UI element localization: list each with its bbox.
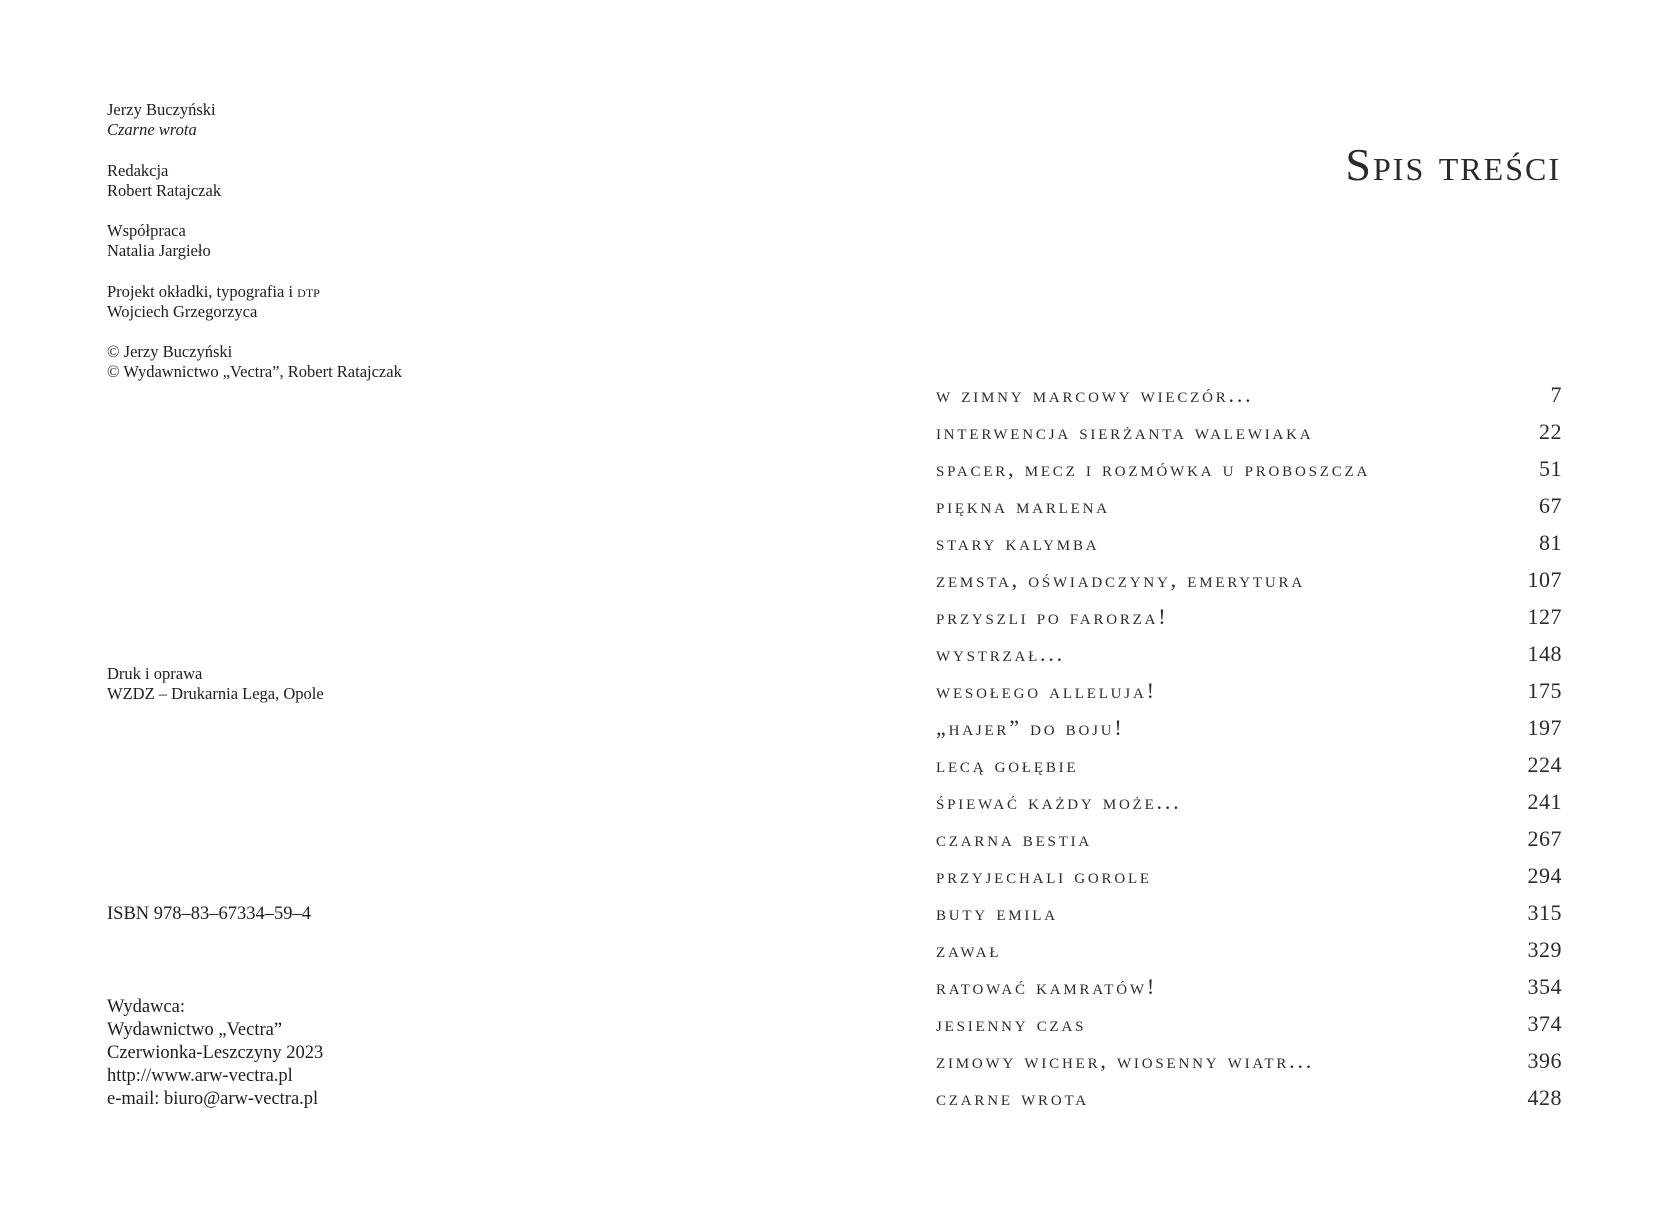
toc-entry — [936, 937, 1562, 974]
toc-entry-title: wesołego alleluja! — [936, 678, 1157, 703]
publisher-place: Czerwionka-Leszczyny 2023 — [107, 1043, 324, 1063]
toc-entry-title: spacer, mecz i rozmówka u proboszcza — [936, 456, 1371, 481]
toc-entry-title: buty emila — [936, 900, 1058, 925]
toc-entry-title: jesienny czas — [936, 1011, 1087, 1036]
toc-entry-page: 241 — [1527, 789, 1562, 814]
toc-entry-page: 354 — [1527, 974, 1562, 999]
toc-entry — [936, 715, 1562, 752]
toc-entry — [936, 752, 1562, 789]
toc-entry — [936, 1085, 1562, 1122]
toc-entry-title: w zimny marcowy wieczór... — [936, 382, 1254, 407]
toc-entry — [936, 678, 1562, 715]
toc-heading: Spis treści — [1345, 139, 1561, 190]
toc-entry-title: interwencja sierżanta walewiaka — [936, 419, 1314, 444]
publisher-url: http://www.arw-vectra.pl — [107, 1066, 293, 1086]
toc-entry-page: 224 — [1527, 752, 1562, 777]
publisher-name: Wydawnictwo „Vectra” — [107, 1020, 283, 1040]
editing-block — [107, 161, 221, 201]
design-block — [107, 282, 320, 322]
toc-entry-page: 197 — [1527, 715, 1562, 740]
toc-entry-title: przyszli po farorza! — [936, 604, 1169, 629]
author-block — [107, 100, 216, 140]
copyright-publisher: © Wydawnictwo „Vectra”, Robert Ratajczak — [107, 362, 402, 381]
toc-entry-page: 396 — [1527, 1048, 1562, 1073]
cooperation-name: Natalia Jargieło — [107, 241, 211, 260]
design-line — [107, 282, 320, 302]
toc-entry-title: ratować kamratów! — [936, 974, 1157, 999]
toc-entry — [936, 789, 1562, 826]
toc-entry-title: wystrzał... — [936, 641, 1065, 666]
toc-entry-title: lecą gołębie — [936, 752, 1079, 777]
toc-entry-page: 22 — [1539, 419, 1562, 444]
print-name: WZDZ – Drukarnia Lega, Opole — [107, 684, 324, 703]
toc-entry-page: 7 — [1550, 382, 1562, 407]
toc-entry-title: „hajer” do boju! — [936, 715, 1125, 740]
toc-entry-title: stary kalymba — [936, 530, 1100, 555]
copyright-author: © Jerzy Buczyński — [107, 342, 233, 361]
toc-entry — [936, 419, 1562, 456]
design-abbr: dtp — [297, 282, 320, 301]
toc-entry — [936, 863, 1562, 900]
toc-entry-page: 107 — [1527, 567, 1562, 592]
toc-entry-page: 175 — [1527, 678, 1562, 703]
toc-entry-title: czarne wrota — [936, 1085, 1089, 1110]
cooperation-label: Współpraca — [107, 221, 186, 240]
toc-entry — [936, 456, 1562, 493]
toc-entry — [936, 493, 1562, 530]
print-label: Druk i oprawa — [107, 664, 203, 683]
toc-entry-page: 148 — [1527, 641, 1562, 666]
publisher-label: Wydawca: — [107, 997, 185, 1017]
editing-label: Redakcja — [107, 161, 169, 180]
copyright-block — [107, 342, 402, 382]
toc-entry — [936, 530, 1562, 567]
toc-entry-page: 51 — [1539, 456, 1562, 481]
toc-entry-page: 428 — [1527, 1085, 1562, 1110]
toc-entry — [936, 826, 1562, 863]
book-title: Czarne wrota — [107, 120, 197, 139]
toc-entry-page: 374 — [1527, 1011, 1562, 1036]
isbn: ISBN 978–83–67334–59–4 — [107, 904, 312, 924]
toc-entry-title: zimowy wicher, wiosenny wiatr... — [936, 1048, 1315, 1073]
publisher-email: e-mail: biuro@arw-vectra.pl — [107, 1089, 319, 1109]
toc-entry-page: 67 — [1539, 493, 1562, 518]
editing-name: Robert Ratajczak — [107, 181, 222, 200]
toc-entry-page: 315 — [1527, 900, 1562, 925]
toc-entry — [936, 1011, 1562, 1048]
toc-entry-page: 81 — [1539, 530, 1562, 555]
toc-entry-title: przyjechali gorole — [936, 863, 1152, 888]
toc-entry — [936, 382, 1562, 419]
design-name: Wojciech Grzegorzyca — [107, 302, 258, 321]
toc-entry — [936, 641, 1562, 678]
toc-entry-page: 127 — [1527, 604, 1562, 629]
toc-entry-title: śpiewać każdy może... — [936, 789, 1182, 814]
print-block — [107, 664, 324, 704]
publisher-block — [107, 996, 323, 1111]
toc-entry-page: 267 — [1527, 826, 1562, 851]
toc-entry — [936, 900, 1562, 937]
toc-entry — [936, 604, 1562, 641]
toc-entry — [936, 974, 1562, 1011]
cooperation-block — [107, 221, 211, 261]
toc-entry-title: piękna marlena — [936, 493, 1110, 518]
toc-entry-page: 294 — [1527, 863, 1562, 888]
toc-entry — [936, 567, 1562, 604]
toc-entry-title: zawał — [936, 937, 1002, 962]
toc-entry-page: 329 — [1527, 937, 1562, 962]
toc-entry-title: czarna bestia — [936, 826, 1093, 851]
toc-entry — [936, 1048, 1562, 1085]
design-label: Projekt okładki, typografia i — [107, 282, 294, 301]
toc-entry-title: zemsta, oświadczyny, emerytura — [936, 567, 1305, 592]
author-name: Jerzy Buczyński — [107, 100, 216, 119]
